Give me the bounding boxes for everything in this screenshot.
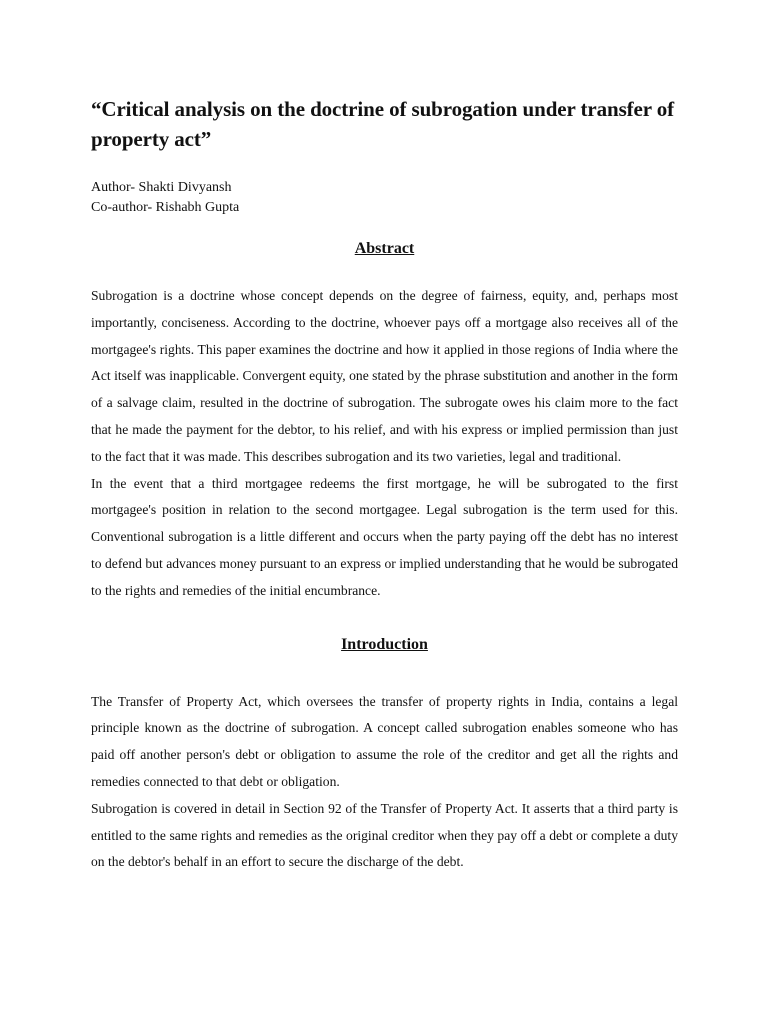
introduction-heading: Introduction: [341, 635, 428, 653]
introduction-paragraph: Subrogation is covered in detail in Section 92 of the Transfer of Property Act. It asserts that a third party is entitled to the same rights and remedies as the original creditor when they pay off a debt or complete a duty on the debtor's behalf in an effort to secure the discharge of the debt.: [91, 800, 678, 870]
abstract-paragraph: Subrogation is a doctrine whose concept depends on the degree of fairness, equity, and, perhaps most importantly, conciseness. According to the doctrine, whoever pays off a mortgage also receives all of the mortgagee's rights. This paper examines the doctrine and how it applied in those regions of India where the Act itself was inapplicable. Convergent equity, one stated by the phrase substitution and another in the form of a salvage claim, resulted in the doctrine of subrogation. The subrogate owes his claim more to the fact that he made the payment for the debtor, to his relief, and with his express or implied permission than just to the fact that it was made. This describes subrogation and its two varieties, legal and traditional.: [91, 288, 678, 464]
document-title: “Critical analysis on the doctrine of subrogation under transfer of property act”: [91, 97, 675, 151]
introduction-section: [91, 689, 678, 877]
author-block: [91, 178, 678, 218]
introduction-paragraph: The Transfer of Property Act, which oversees the transfer of property rights in India, contains a legal principle known as the doctrine of subrogation. A concept called subrogation enables someone who has paid off another person's debt or obligation to assume the role of the creditor and get all the rights and remedies connected to that debt or obligation.: [91, 693, 678, 789]
coauthor-line: Co-author- Rishabh Gupta: [91, 200, 240, 215]
abstract-heading: Abstract: [354, 240, 415, 257]
abstract-paragraph: In the event that a third mortgagee redeems the first mortgage, he will be subrogated to the first mortgagee's position in relation to the second mortgagee. Legal subrogation is the term used for this. Conventional subrogation is a little different and occurs when the party paying off the debt has no interest to defend but advances money pursuant to an express or implied understanding that he would be subrogated to the rights and remedies of the initial encumbrance.: [91, 475, 678, 598]
author-line: Author- Shakti Divyansh: [91, 180, 232, 195]
document-page: [91, 94, 678, 876]
abstract-section: [91, 283, 678, 605]
